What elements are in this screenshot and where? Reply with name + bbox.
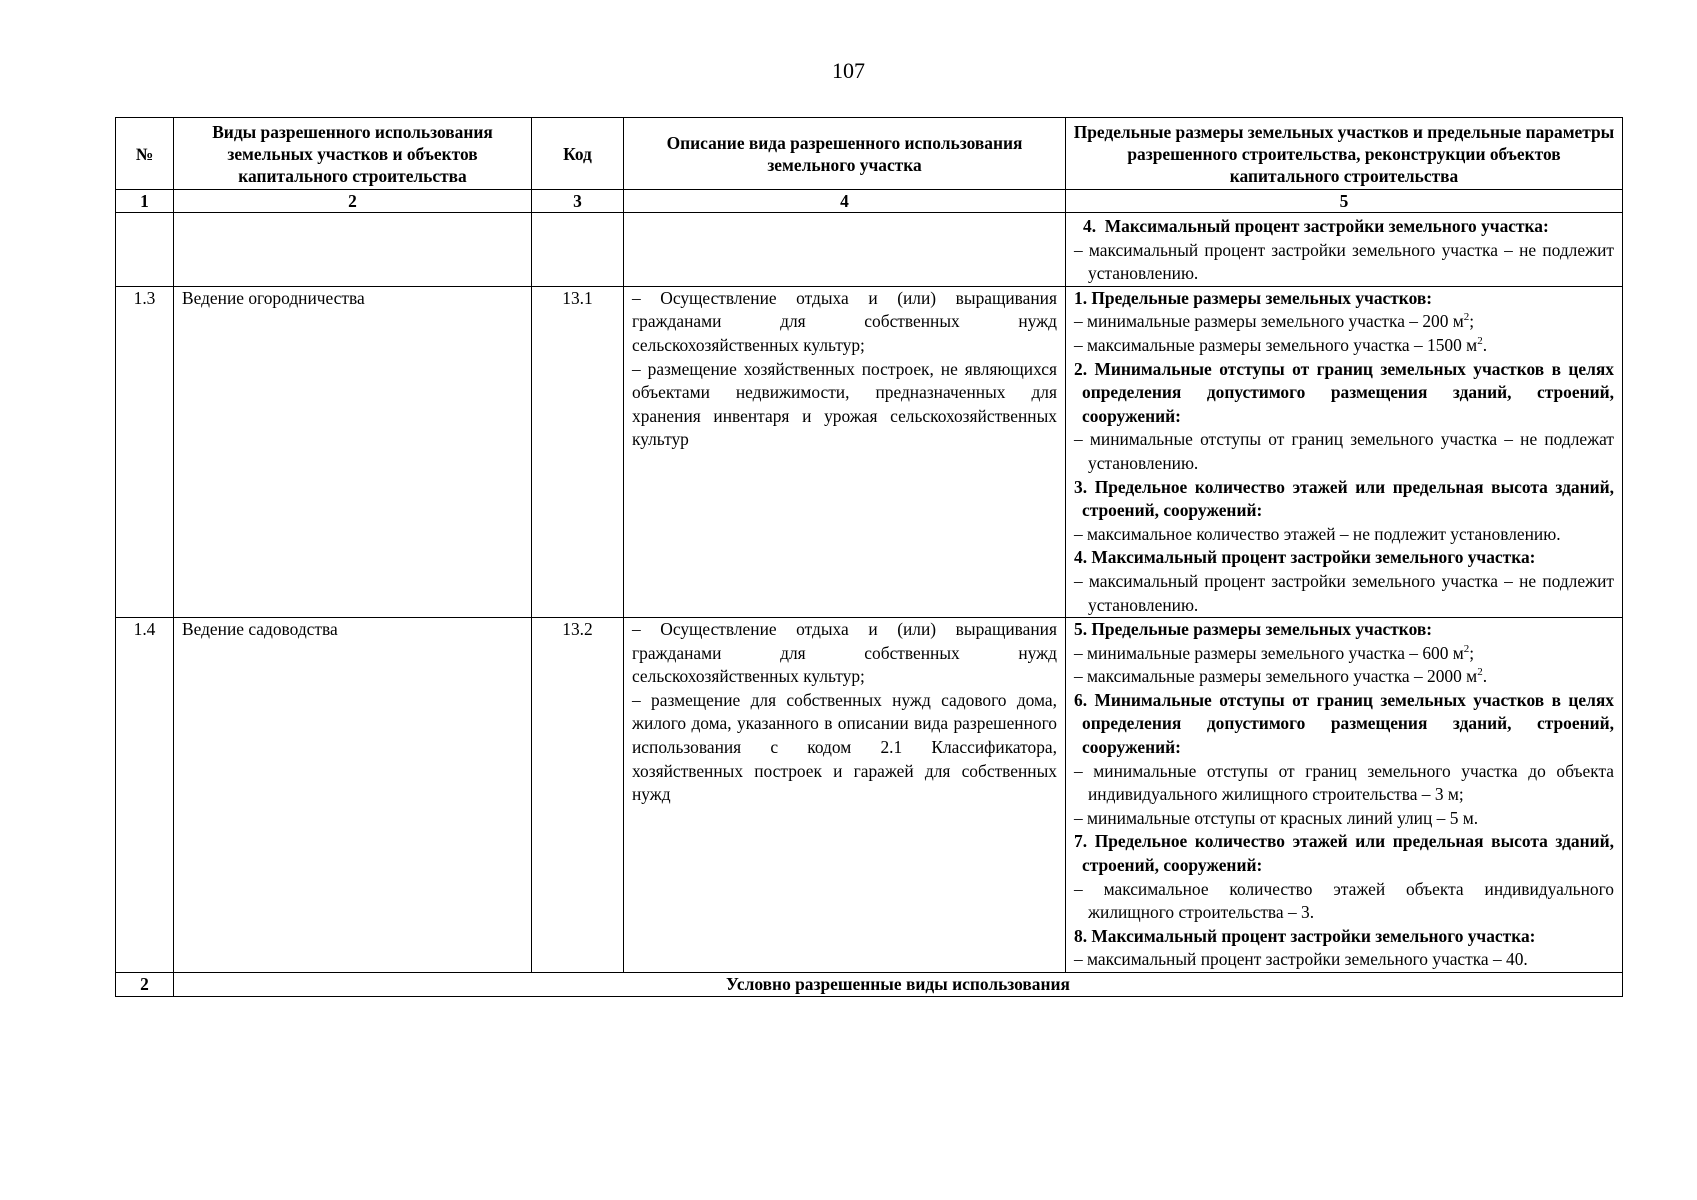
table-cell: [116, 213, 174, 287]
page-number: 107: [832, 58, 865, 83]
limits-item: – максимальное количество этажей объекта индивидуального жилищного строительства – 3.: [1074, 878, 1614, 923]
column-number: 1: [116, 190, 174, 213]
limits-heading: 6. Минимальные отступы от границ земельных участков в целях определения допустимого размещения зданий, строений, сооружений:: [1074, 689, 1614, 758]
limits-item: – максимальные размеры земельного участка – 2000 $м^2$.: [1074, 666, 1488, 687]
column-number: 4: [624, 190, 1066, 213]
limits-item: – максимальный процент застройки земельного участка – не подлежит установлению.: [1074, 239, 1614, 284]
column-numbers-row: [116, 190, 1623, 213]
limits-item: – максимальный процент застройки земельного участка – 40.: [1074, 949, 1528, 970]
limits-heading: 5. Предельные размеры земельных участков:: [1074, 619, 1433, 640]
header-type: Виды разрешенного использования земельных участков и объектов капитального строительства: [174, 118, 532, 190]
limits-heading: 3. Предельное количество этажей или предельная высота зданий, строений, сооружений:: [1074, 476, 1614, 521]
limits-cell: [1066, 213, 1623, 287]
table-header-row: [116, 118, 1623, 190]
limits-item: – минимальные отступы от границ земельного участка до объекта индивидуального жилищного строительства – 3 м;: [1074, 760, 1614, 805]
land-use-type: Ведение садоводства: [174, 618, 532, 973]
row-number: 1.3: [116, 286, 174, 617]
limits-item: – минимальные отступы от красных линий улиц – 5 м.: [1074, 807, 1479, 828]
superscript: 2: [1477, 335, 1483, 348]
table-cell: [532, 213, 624, 287]
header-description: Описание вида разрешенного использования земельного участка: [624, 118, 1066, 190]
land-use-description: [624, 618, 1066, 973]
table-cell: [174, 213, 532, 287]
description-line: – Осуществление отдыха и (или) выращивания гражданами для собственных нужд сельскохозяйственных культур;: [632, 287, 1057, 355]
header-limits: Предельные размеры земельных участков и предельные параметры разрешенного строительства, реконструкции объектов капитального строительства: [1066, 118, 1623, 190]
limits-item: – максимальное количество этажей – не подлежит установлению.: [1074, 523, 1561, 544]
column-number: 3: [532, 190, 624, 213]
limits-heading: 2. Минимальные отступы от границ земельных участков в целях определения допустимого размещения зданий, строений, сооружений:: [1074, 358, 1614, 426]
description-line: – размещение хозяйственных построек, не являющихся объектами недвижимости, предназначенных для хранения инвентаря и урожая сельскохозяйственных культур: [632, 358, 1057, 450]
limits-heading: 4. Максимальный процент застройки земельного участка:: [1074, 547, 1536, 568]
column-number: 5: [1066, 190, 1623, 213]
row-number: 1.4: [116, 618, 174, 973]
section-number: 2: [116, 973, 174, 997]
section-row: [116, 973, 1623, 997]
limits-heading: 7. Предельное количество этажей или предельная высота зданий, строений, сооружений:: [1074, 831, 1614, 876]
header-code: Код: [532, 118, 624, 190]
limits-item: – минимальные отступы от границ земельного участка – не подлежат установлению.: [1074, 429, 1614, 473]
table-row: [116, 618, 1623, 973]
limits-cell: [1066, 618, 1623, 973]
limits-cell: [1066, 286, 1623, 617]
limits-item: – минимальные размеры земельного участка – 200 $м^2$;: [1074, 311, 1475, 332]
land-use-table: [115, 117, 1623, 997]
limits-item: – максимальные размеры земельного участка – 1500 $м^2$.: [1074, 334, 1488, 355]
land-use-code: 13.1: [532, 286, 624, 617]
superscript: 2: [1477, 666, 1483, 679]
limits-heading: 8. Максимальный процент застройки земельного участка:: [1074, 925, 1536, 946]
description-line: – размещение для собственных нужд садового дома, жилого дома, указанного в описании вида разрешенного использования с кодом 2.1 Классификатора, хозяйственных построек и гаражей для собственных нужд: [632, 689, 1057, 805]
description-line: – Осуществление отдыха и (или) выращивания гражданами для собственных нужд сельскохозяйственных культур;: [632, 619, 1057, 687]
section-title: Условно разрешенные виды использования: [174, 973, 1623, 997]
header-num: №: [116, 118, 174, 190]
limits-item: – максимальный процент застройки земельного участка – не подлежит установлению.: [1074, 570, 1614, 615]
limits-heading: 1. Предельные размеры земельных участков:: [1074, 287, 1433, 308]
limits-heading: 4. Максимальный процент застройки земельного участка:: [1083, 216, 1549, 236]
table-cell: [624, 213, 1066, 287]
superscript: 2: [1463, 311, 1470, 324]
table-row: [116, 286, 1623, 617]
continuation-row: [116, 213, 1623, 287]
column-number: 2: [174, 190, 532, 213]
superscript: 2: [1463, 642, 1470, 655]
limits-item: – минимальные размеры земельного участка – 600 $м^2$;: [1074, 642, 1475, 663]
land-use-code: 13.2: [532, 618, 624, 973]
land-use-description: [624, 286, 1066, 617]
land-use-type: Ведение огородничества: [174, 286, 532, 617]
